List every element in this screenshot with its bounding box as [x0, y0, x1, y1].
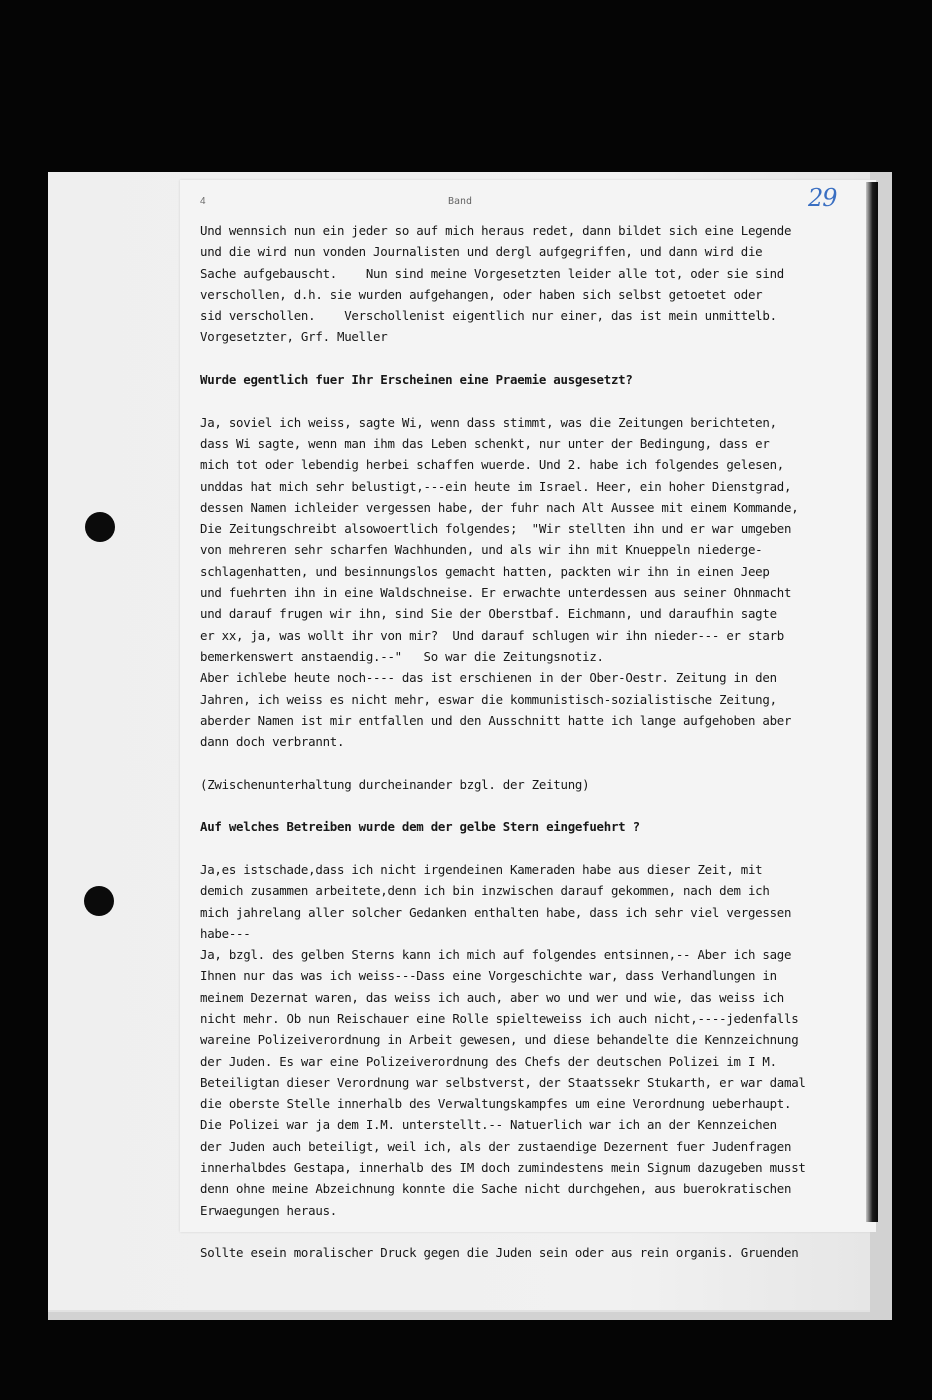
text-line: demich zusammen arbeitete,denn ich bin inzwischen darauf gekommen, nach dem ich	[200, 883, 770, 899]
text-line: von mehreren sehr scharfen Wachhunden, und als wir ihn mit Knueppeln niederge-	[200, 542, 763, 558]
text-line: nicht mehr. Ob nun Reischauer eine Rolle spielteweiss ich auch nicht,----jedenfalls	[200, 1010, 799, 1026]
text-line: und fuehrten ihn in eine Waldschneise. Er erwachte unterdessen aus seiner Ohnmacht	[200, 585, 792, 601]
text-line: Beteiligtan dieser Verordnung war selbstverst, der Staatssekr Stukarth, er war damal	[200, 1074, 806, 1090]
blank-line	[200, 348, 880, 369]
text-line: der Juden. Es war eine Polizeiverordnung des Chefs der deutschen Polizei im I M.	[200, 1053, 777, 1069]
blank-line	[200, 795, 880, 816]
text-line: mich jahrelang aller solcher Gedanken enthalten habe, dass ich sehr viel vergessen	[200, 904, 792, 920]
text-line: und die wird nun vonden Journalisten und dergl aufgegriffen, und dann wird die	[200, 244, 763, 260]
text-line: er xx, ja, was wollt ihr von mir? Und darauf schlugen wir ihn nieder--- er starb	[200, 627, 784, 643]
text-line: Die Polizei war ja dem I.M. unterstellt.-- Natuerlich war ich an der Kennzeichen	[200, 1117, 777, 1133]
blank-line	[200, 390, 880, 411]
text-line: Ja, soviel ich weiss, sagte Wi, wenn dass stimmt, was die Zeitungen berichteten,	[200, 414, 777, 430]
text-line: der Juden auch beteiligt, weil ich, als der zustaendige Dezernent fuer Judenfragen	[200, 1138, 792, 1154]
text-line: dessen Namen ichleider vergessen habe, der fuhr nach Alt Aussee mit einem Kommande,	[200, 499, 799, 515]
text-line: Sache aufgebauscht. Nun sind meine Vorgesetzten leider alle tot, oder sie sind	[200, 265, 784, 281]
blank-line	[200, 838, 880, 859]
text-line: die oberste Stelle innerhalb des Verwaltungskampfes um eine Verordnung ueberhaupt.	[200, 1096, 792, 1112]
text-line: bemerkenswert anstaendig.--" So war die Zeitungsnotiz.	[200, 648, 604, 664]
text-line: dass Wi sagte, wenn man ihm das Leben schenkt, nur unter der Bedingung, dass er	[200, 435, 770, 451]
blank-line	[200, 1221, 880, 1242]
handwritten-page-number: 29	[808, 184, 837, 212]
text-line: Erwaegungen heraus.	[200, 1202, 337, 1218]
text-line: innerhalbdes Gestapa, innerhalb des IM doch zumindestens mein Signum dazugeben musst	[200, 1160, 806, 1176]
text-line: Ja,es istschade,dass ich nicht irgendeinen Kameraden habe aus dieser Zeit, mit	[200, 861, 763, 877]
text-line: meinem Dezernat waren, das weiss ich auch, aber wo und wer und wie, das weiss ich	[200, 989, 784, 1005]
page-number: 4	[200, 196, 206, 207]
punch-hole-bottom	[84, 886, 114, 916]
punch-hole-top	[85, 512, 115, 542]
text-line: Wurde egentlich fuer Ihr Erscheinen eine Praemie ausgesetzt?	[200, 372, 633, 388]
text-line: (Zwischenunterhaltung durcheinander bzgl. der Zeitung)	[200, 776, 590, 792]
text-line: Sollte esein moralischer Druck gegen die Juden sein oder aus rein organis. Gruenden	[200, 1245, 799, 1261]
text-line: Aber ichlebe heute noch---- das ist erschienen in der Ober-Oestr. Zeitung in den	[200, 670, 777, 686]
text-line: schlagenhatten, und besinnungslos gemacht hatten, packten wir ihn in einen Jeep	[200, 563, 770, 579]
typed-text	[200, 220, 880, 1264]
text-line: mich tot oder lebendig herbei schaffen wuerde. Und 2. habe ich folgendes gelesen,	[200, 457, 784, 473]
blank-line	[200, 752, 880, 773]
text-line: Vorgesetzter, Grf. Mueller	[200, 329, 388, 345]
text-line: Jahren, ich weiss es nicht mehr, eswar die kommunistisch-sozialistische Zeitung,	[200, 691, 777, 707]
text-line: Ja, bzgl. des gelben Sterns kann ich mich auf folgendes entsinnen,-- Aber ich sage	[200, 947, 792, 963]
text-line: Auf welches Betreiben wurde dem der gelbe Stern eingefuehrt ?	[200, 819, 640, 835]
text-line: sid verschollen. Verschollenist eigentlich nur einer, das ist mein unmittelb.	[200, 308, 777, 324]
text-line: Die Zeitungschreibt alsowoertlich folgendes; "Wir stellten ihn und er war umgeben	[200, 521, 792, 537]
text-line: wareine Polizeiverordnung in Arbeit gewesen, und diese behandelte die Kennzeichnung	[200, 1032, 799, 1048]
text-line: und darauf frugen wir ihn, sind Sie der Oberstbaf. Eichmann, und daraufhin sagte	[200, 606, 777, 622]
text-line: dann doch verbrannt.	[200, 734, 345, 750]
text-line: verschollen, d.h. sie wurden aufgehangen, oder haben sich selbst getoetet oder	[200, 286, 763, 302]
text-line: unddas hat mich sehr belustigt,---ein heute im Israel. Heer, ein hoher Dienstgrad,	[200, 478, 792, 494]
text-line: Ihnen nur das was ich weiss---Dass eine Vorgeschichte war, dass Verhandlungen in	[200, 968, 777, 984]
text-line: Und wennsich nun ein jeder so auf mich heraus redet, dann bildet sich eine Legende	[200, 223, 792, 238]
text-line: habe---	[200, 925, 251, 941]
text-line: denn ohne meine Abzeichnung konnte die Sache nicht durchgehen, aus buerokratischen	[200, 1181, 792, 1197]
text-line: aberder Namen ist mir entfallen und den Ausschnitt hatte ich lange aufgehoben aber	[200, 712, 792, 728]
band-label: Band	[448, 196, 473, 207]
